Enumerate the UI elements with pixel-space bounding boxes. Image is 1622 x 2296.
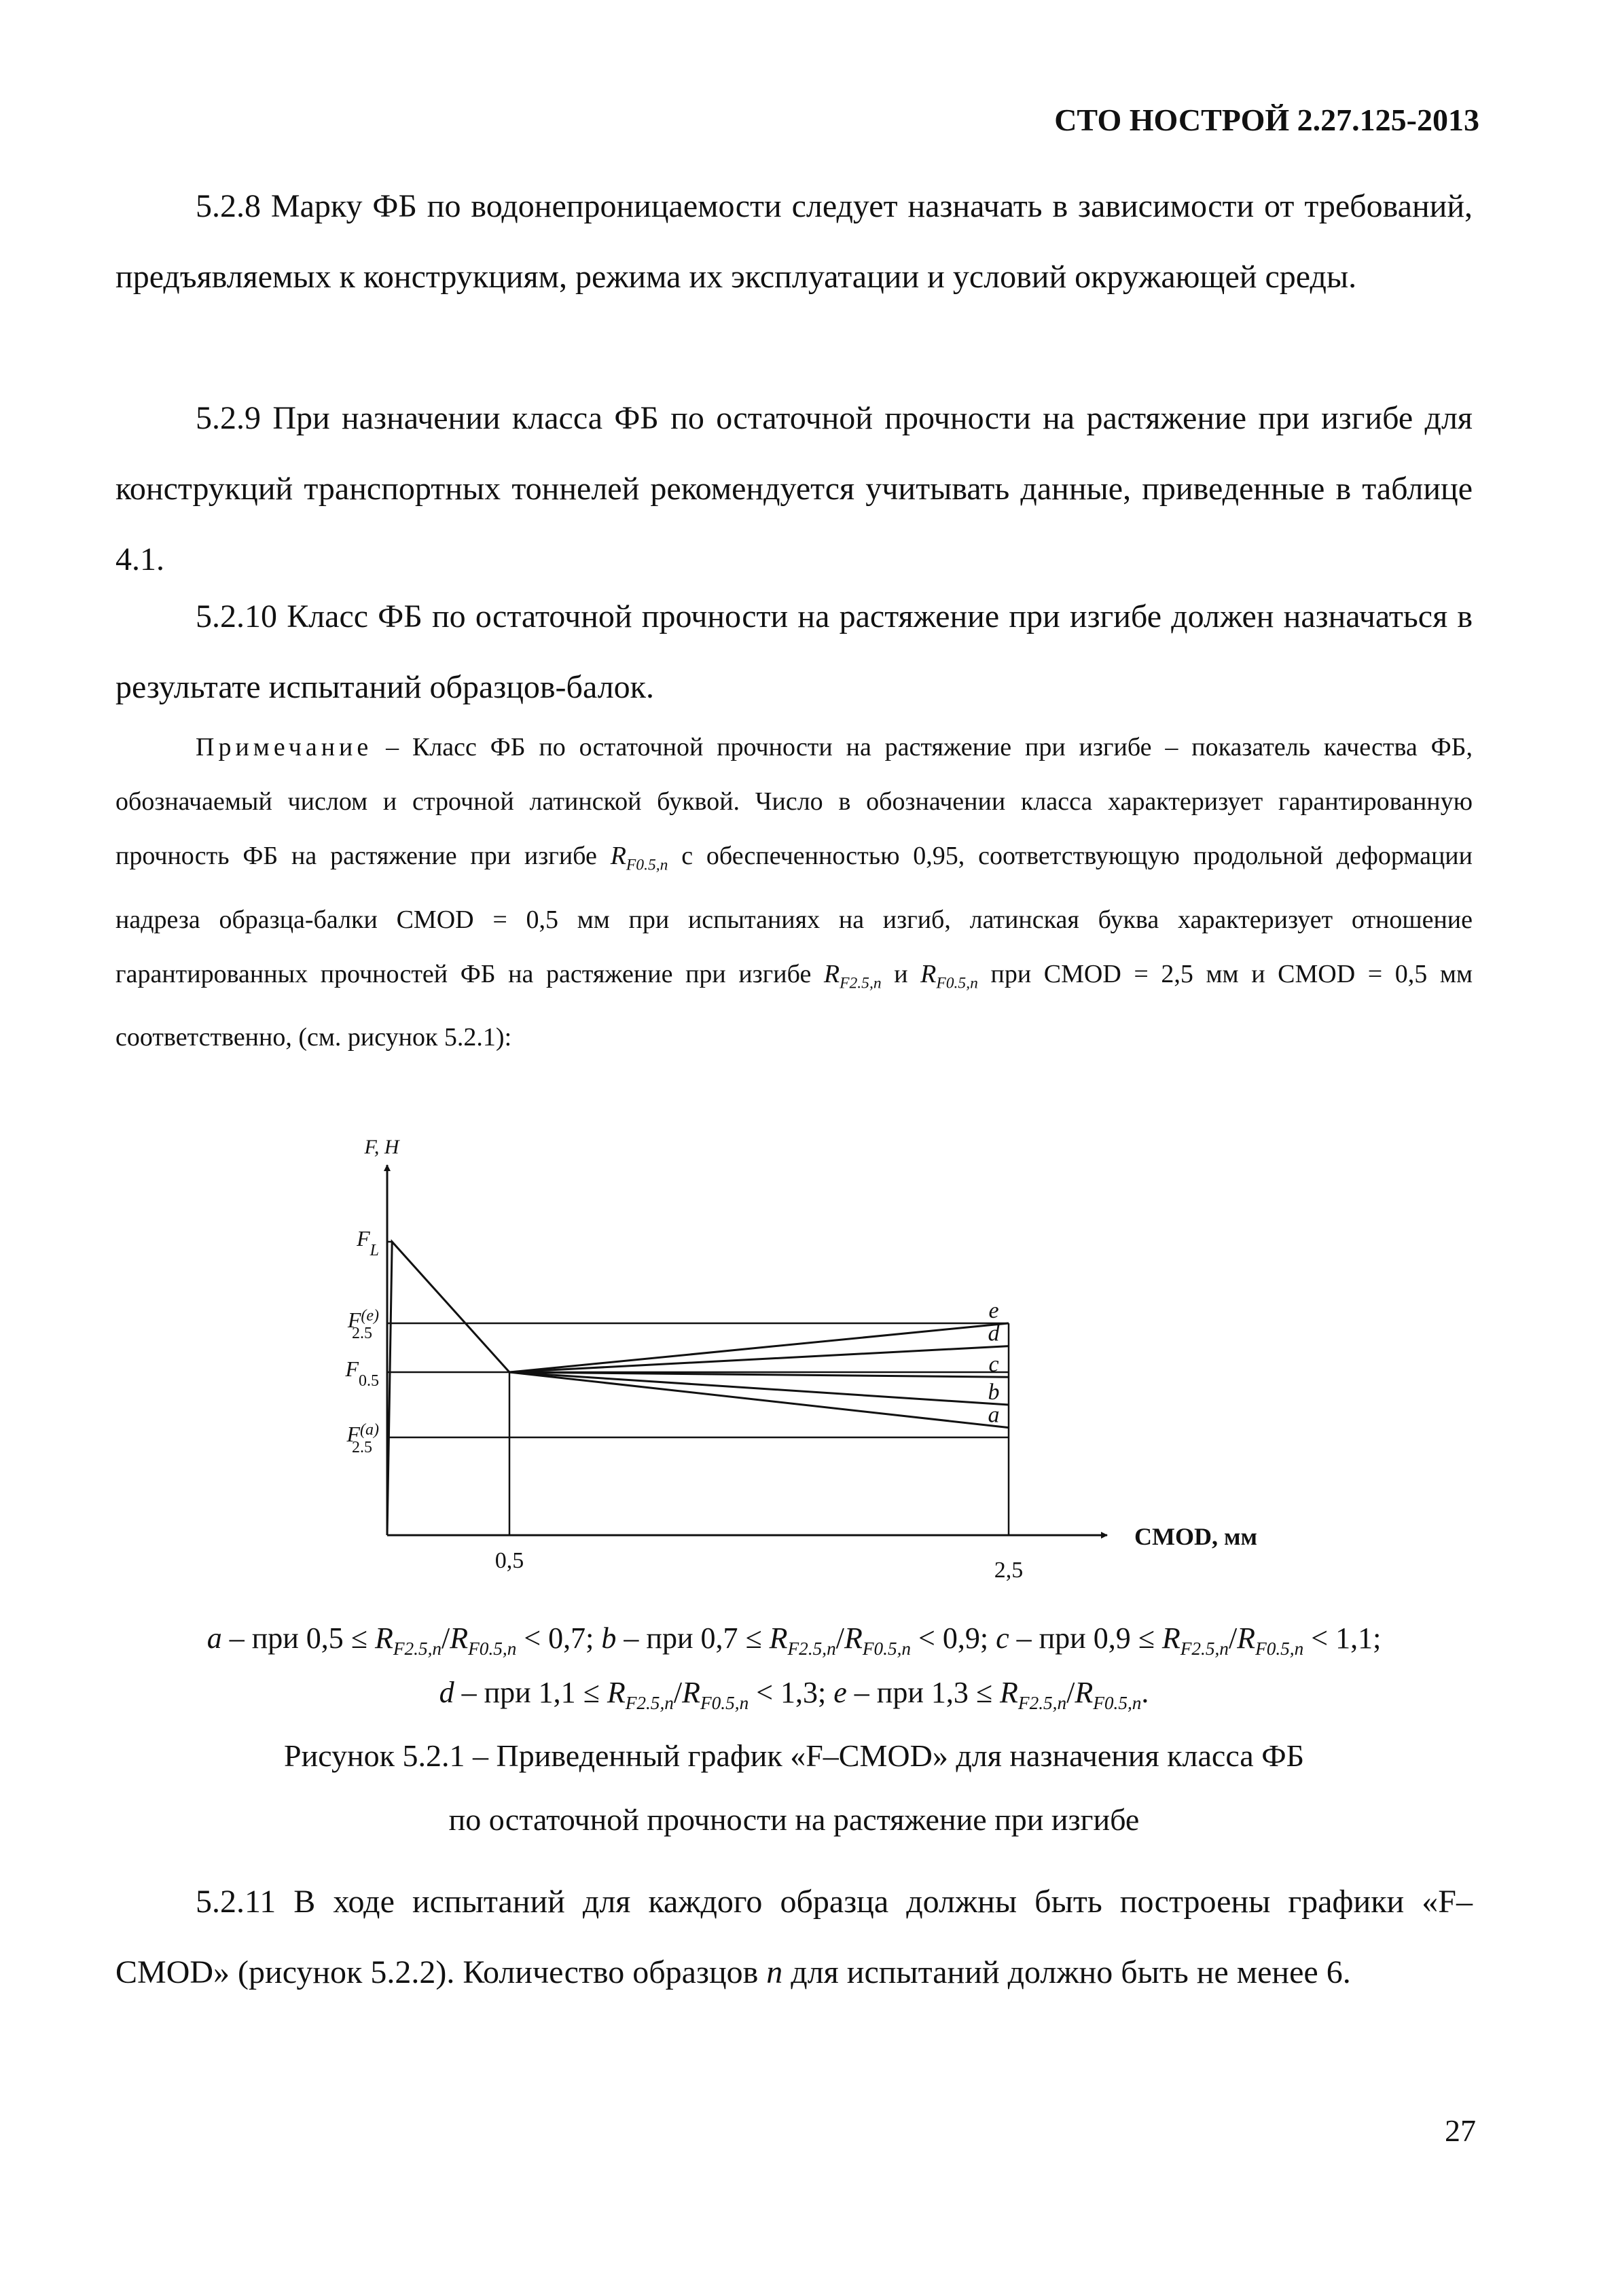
note-text-4: при CMOD = 2,5 мм и CMOD = 0,5 мм соответственно, (см. рисунок 5.2.1): xyxy=(115,959,1473,1052)
legend-text: – при 1,3 ≤ xyxy=(846,1676,1001,1709)
page-number: 27 xyxy=(1445,2113,1476,2148)
legend-key-a: a xyxy=(206,1621,222,1655)
legend-text: – при 0,7 ≤ xyxy=(616,1621,770,1655)
legend-text: – при 0,5 ≤ xyxy=(221,1621,375,1655)
legend-key-d: d xyxy=(439,1676,454,1709)
symbol-slash: / xyxy=(1066,1676,1075,1709)
y-axis-title: F, H xyxy=(364,1136,399,1158)
legend-text: < 0,7; xyxy=(516,1621,602,1655)
symbol-r: R xyxy=(844,1621,863,1655)
symbol-sub: F0.5,n xyxy=(468,1638,517,1659)
variable-n: n xyxy=(766,1954,783,1990)
note-text-3: и xyxy=(881,959,921,988)
loading-curve xyxy=(387,1242,509,1535)
legend-text: . xyxy=(1141,1676,1149,1709)
legend-text: < 1,1; xyxy=(1303,1621,1382,1655)
symbol-sub: F0.5,n xyxy=(936,974,978,992)
y-level-symbol: F xyxy=(347,1308,361,1332)
symbol-r: R xyxy=(1075,1676,1094,1709)
y-level-symbol: F xyxy=(345,1357,359,1381)
paragraph-5-2-10: 5.2.10 Класс ФБ по остаточной прочности на растяжение при изгибе должен назначаться в результате испытаний образцов-балок. xyxy=(115,598,1473,705)
symbol-sub: F2.5,n xyxy=(1180,1638,1229,1659)
symbol-r: R xyxy=(1000,1676,1018,1709)
note-label: Примечание xyxy=(196,733,373,761)
figure-legend-line-2 xyxy=(115,1666,1473,1730)
note-text-2: с обеспеченностью 0,95, соответствующую продольной деформации надреза образца-балки CMOD = 0,5 мм при испытаниях на изгиб, латинская буква характеризует отношение гарантированных прочностей ФБ на растяжение при изгибе xyxy=(115,842,1473,988)
paragraph-5-2-9: 5.2.9 При назначении класса ФБ по остаточной прочности на растяжение при изгибе для конструкций транспортных тоннелей рекомендуется учитывать данные, приведенные в таблице 4.1. xyxy=(115,400,1473,577)
legend-text: – при 0,9 ≤ xyxy=(1009,1621,1162,1655)
series-label-a: a xyxy=(988,1402,1000,1428)
symbol-sub: F0.5,n xyxy=(862,1638,912,1659)
paragraph-5-2-11 xyxy=(115,1867,1473,2008)
symbol-r: R xyxy=(610,842,626,870)
y-level-label xyxy=(356,1226,379,1259)
series-line-d xyxy=(509,1346,1009,1372)
legend-key-c: c xyxy=(996,1621,1009,1655)
symbol-r: R xyxy=(1237,1621,1256,1655)
y-level-symbol: F xyxy=(357,1226,370,1251)
x-axis-title: CMOD, мм xyxy=(1134,1523,1258,1550)
symbol-sub: F0.5,n xyxy=(700,1692,749,1713)
x-tick-label: 0,5 xyxy=(494,1548,524,1573)
symbol-r: R xyxy=(374,1621,393,1655)
y-level-label xyxy=(346,1421,379,1456)
y-level-label xyxy=(347,1307,379,1342)
legend-text: < 1,3; xyxy=(749,1676,834,1709)
x-tick-label: 2,5 xyxy=(994,1558,1024,1583)
symbol-slash: / xyxy=(835,1621,844,1655)
series-label-c: c xyxy=(988,1352,999,1378)
y-level-sub: L xyxy=(370,1242,379,1259)
symbol-slash: / xyxy=(673,1676,683,1709)
y-level-symbol: F xyxy=(346,1422,361,1446)
symbol-r: R xyxy=(920,959,937,988)
y-level-sub: 2.5 xyxy=(352,1325,372,1342)
symbol-r: R xyxy=(823,959,840,988)
symbol-r: R xyxy=(769,1621,788,1655)
legend-key-b: b xyxy=(601,1621,617,1655)
legend-text: < 0,9; xyxy=(911,1621,996,1655)
symbol-sub: F2.5,n xyxy=(393,1638,442,1659)
series-line-e xyxy=(509,1323,1009,1372)
legend-key-e: e xyxy=(833,1676,847,1709)
series-label-e: e xyxy=(988,1298,999,1323)
symbol-r: R xyxy=(1161,1621,1181,1655)
note xyxy=(115,720,1473,1064)
legend-text: – при 1,1 ≤ xyxy=(454,1676,607,1709)
symbol-sub: F0.5,n xyxy=(626,856,668,874)
symbol-sub: F2.5,n xyxy=(840,974,882,992)
note-text-1: – Класс ФБ по остаточной прочности на растяжение при изгибе – показатель качества ФБ, обозначаемый числом и строчной латинской буквой. Число в обозначении класса характеризует гарантированную прочность ФБ на растяжение при изгибе xyxy=(115,733,1473,870)
symbol-slash: / xyxy=(441,1621,450,1655)
paragraph-5-2-11-text-b: для испытаний должно быть не менее 6. xyxy=(791,1954,1351,1990)
figure-caption-line-2: по остаточной прочности на растяжение при изгибе xyxy=(448,1802,1140,1837)
y-level-sup: (a) xyxy=(360,1421,379,1439)
series-label-b: b xyxy=(988,1380,1000,1405)
symbol-r: R xyxy=(682,1676,701,1709)
symbol-sub: F2.5,n xyxy=(1017,1692,1067,1713)
paragraph-5-2-11-text-a: 5.2.11 В ходе испытаний для каждого образца должны быть построены графики «F–CMOD» (рисунок 5.2.2). Количество образцов xyxy=(115,1884,1473,1990)
symbol-sub: F2.5,n xyxy=(787,1638,836,1659)
paragraph-5-2-8: 5.2.8 Марку ФБ по водонепроницаемости следует назначать в зависимости от требований, предъявляемых к конструкциям, режима их эксплуатации и условий окружающей среды. xyxy=(115,188,1473,295)
figure-caption-line-1: Рисунок 5.2.1 – Приведенный график «F–CMOD» для назначения класса ФБ xyxy=(284,1738,1304,1773)
y-level-label xyxy=(344,1357,379,1390)
document-code: СТО НОСТРОЙ 2.27.125-2013 xyxy=(1054,103,1479,137)
series-label-d: d xyxy=(988,1321,1000,1346)
symbol-sub: F2.5,n xyxy=(625,1692,674,1713)
symbol-slash: / xyxy=(1228,1621,1238,1655)
f-cmod-chart xyxy=(306,1128,1291,1603)
symbol-r: R xyxy=(607,1676,626,1709)
symbol-sub: F0.5,n xyxy=(1255,1638,1304,1659)
y-level-sub: 0.5 xyxy=(359,1372,379,1390)
y-level-sup: (e) xyxy=(361,1307,379,1325)
symbol-r: R xyxy=(450,1621,469,1655)
y-level-sub: 2.5 xyxy=(352,1439,372,1456)
symbol-sub: F0.5,n xyxy=(1093,1692,1142,1713)
